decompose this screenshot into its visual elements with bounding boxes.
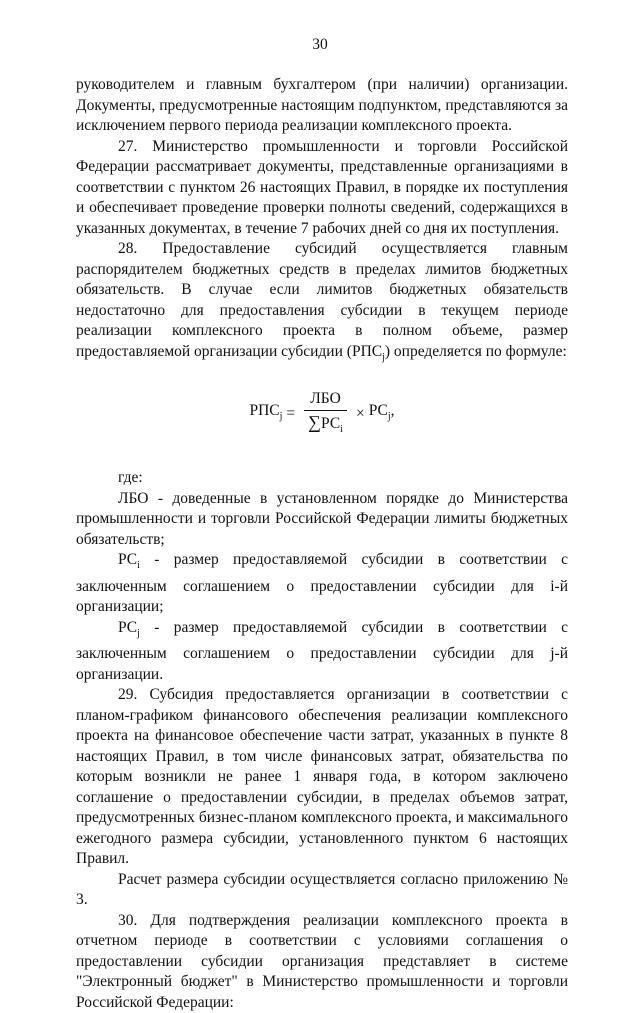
formula-lhs-symbol: РПС [249,402,280,420]
where-label: где: [118,469,143,487]
rps-subscript: j [382,351,385,363]
paragraph-27: 27. Министерство промышленности и торговли Российской Федерации рассматривает документы, представленные организациями в соответствии с пунктом 26 настоящих Правил, в порядке их поступления и обеспечивает проведение проверки полноты сведений, содержащихся в указанных документах, в течение 7 рабочих дней со дня их поступления. [76,137,568,237]
paragraph-29-calculation: Расчет размера субсидии осуществляется согласно приложению № 3. [76,870,568,909]
formula-denominator-symbol: РС [321,415,341,433]
subsidy-formula [76,389,568,440]
definition-rcj [76,618,568,686]
formula-lhs-subscript: j [279,411,283,423]
rci-symbol: РС [118,551,138,569]
definition-lbo: ЛБО - доведенные в установленном порядке до Министерства промышленности и торговли Российской Федерации лимиты бюджетных обязательств; [76,489,568,548]
rci-subscript: i [137,560,140,572]
rps-open: (РПС [346,342,383,360]
rcj-symbol: РС [118,618,138,636]
formula-denominator-subscript: i [340,424,343,436]
rps-close: ) определяется по формуле: [384,342,567,360]
document-body [76,75,568,1013]
formula-numerator: ЛБО [310,390,341,408]
formula-lhs [249,401,282,428]
rcj-text: - размер предоставляемой субсидии в соответствии с заключенным соглашением о предоставлении субсидии для j-й организации. [76,618,568,683]
formula-rhs [369,401,395,428]
formula-rhs-subscript: j [387,411,391,423]
paragraph-30: 30. Для подтверждения реализации комплексного проекта в отчетном периоде в соответствии с условиями соглашения о предоставлении субсидии организация представляет в системе "Электронный бюджет" в Министерство промышленности и торговли Российской Федерации: [76,911,568,1011]
rcj-subscript: j [137,627,140,639]
formula-rhs-symbol: РС [368,402,388,420]
formula-denominator [304,411,347,440]
paragraph-28 [76,239,568,368]
sum-sign: ∑ [308,412,322,433]
formula-comma: , [390,402,395,420]
formula-times: × [355,405,365,423]
paragraph-continuation: руководителем и главным бухгалтером (при наличии) организации. Документы, предусмотренные настоящим подпунктом, представляются за исключением первого периода реализации комплексного проекта. [76,76,568,134]
formula-equals: = [286,405,296,423]
paragraph-28-text: 28. Предоставление субсидий осуществляется главным распорядителем бюджетных средств в пределах лимитов бюджетных обязательств. В случае если лимитов бюджетных обязательств недостаточно для предоставления субсидии в текущем периоде реализации комплексного проекта в полном объеме, размер предоставляемой организации субсидии [76,240,568,360]
paragraph-29: 29. Субсидия предоставляется организации в соответствии с планом-графиком финансового обеспечения реализации комплексного проекта на финансовое обеспечение части затрат, указанных в пункте 8 настоящих Правил, в том числе финансовых затрат, обязательства по которым возникли не ранее 1 января года, в котором заключено соглашение о предоставлении субсидии, в пределах объемов затрат, предусмотренных бизнес-планом комплексного проекта, и максимального ежегодного размера субсидии, установленного пунктом 6 настоящих Правил. [76,686,568,868]
formula-fraction [304,389,347,440]
rci-text: - размер предоставляемой субсидии в соответствии с заключенным соглашением о предоставлении субсидии для i-й организации; [76,551,568,616]
definition-rci [76,550,568,618]
page-number: 30 [312,36,328,53]
